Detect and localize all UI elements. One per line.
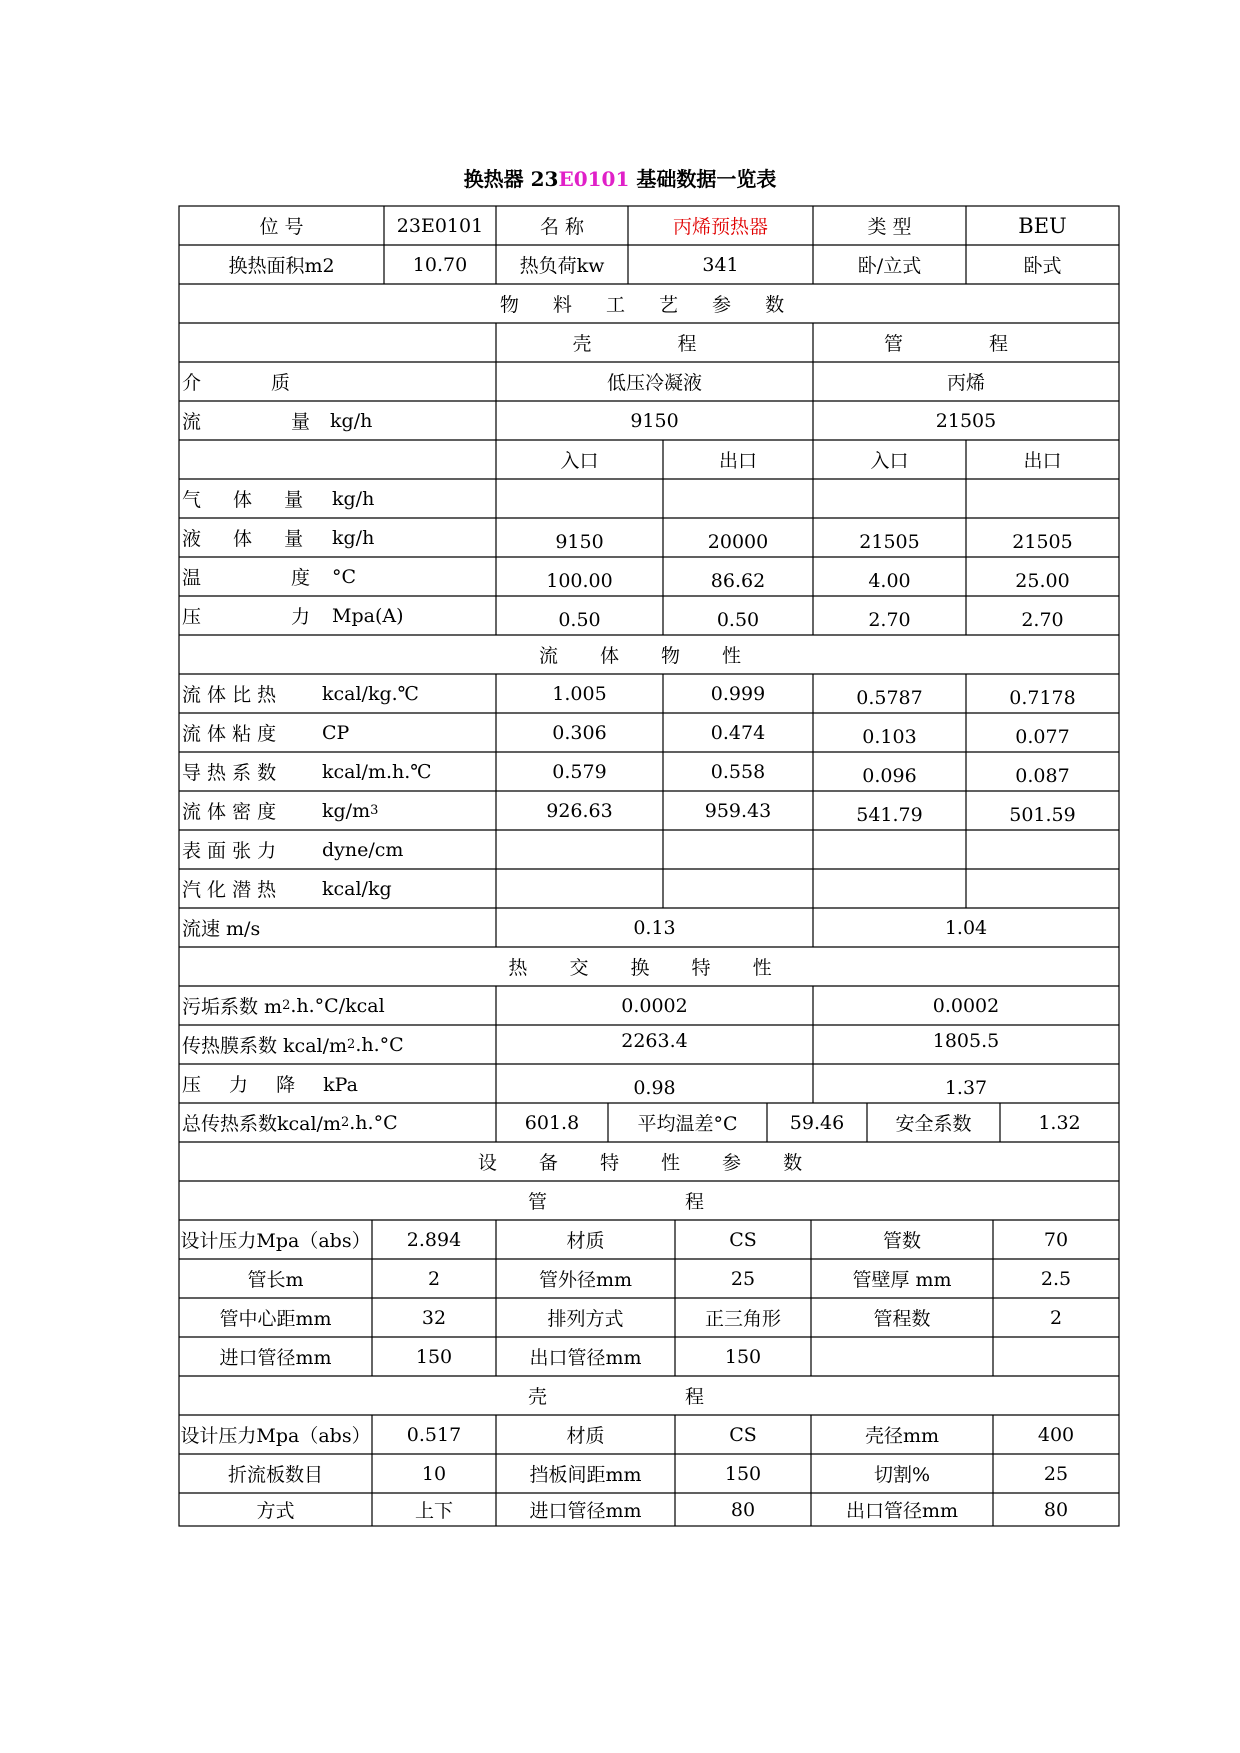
safety-factor-label: 安全系数 xyxy=(895,1113,972,1135)
table-cell: 切割% xyxy=(873,1464,931,1486)
table-cell: 400 xyxy=(1037,1423,1075,1446)
orient-label: 卧/立式 xyxy=(857,255,922,277)
film-coefficient-label: 传热膜系数 kcal/m 2 .h.°C xyxy=(182,1033,404,1057)
table-cell: 0.517 xyxy=(406,1423,462,1446)
liquid-flow-label: 液 体 量 kg/h xyxy=(182,526,375,550)
type-value: BEU xyxy=(1018,213,1067,238)
pressure-drop-shell: 0.98 xyxy=(633,1076,676,1099)
specific-heat-label: 流 体 比 热 kcal/kg.℃ xyxy=(182,682,419,706)
velocity-tube: 1.04 xyxy=(944,916,988,939)
safety-factor-value: 1.32 xyxy=(1038,1111,1081,1134)
table-cell: 70 xyxy=(1043,1228,1069,1251)
table-cell: 0.50 xyxy=(716,608,760,631)
table-cell: 1.005 xyxy=(552,682,607,705)
film-shell: 2263.4 xyxy=(621,1029,688,1052)
duty-label: 热负荷kw xyxy=(519,255,605,277)
table-cell: 材质 xyxy=(566,1230,605,1252)
table-cell: 0.103 xyxy=(862,725,917,748)
props-section-title: 流 体 物 性 xyxy=(538,645,760,667)
table-cell: 折流板数目 xyxy=(227,1464,323,1486)
temperature-label: 温 度 °C xyxy=(182,565,357,589)
table-cell: 壳径mm xyxy=(864,1425,940,1447)
table-cell: 管数 xyxy=(882,1230,921,1252)
medium-label: 介 质 xyxy=(182,372,291,394)
table-cell: 方式 xyxy=(256,1500,295,1522)
equipment-section-title: 设 备 特 性 参 数 xyxy=(477,1152,821,1174)
table-cell: 设计压力Mpa（abs） xyxy=(180,1425,371,1447)
table-cell: 501.59 xyxy=(1009,803,1076,826)
table-cell: 进口管径mm xyxy=(529,1500,642,1522)
table-cell: 150 xyxy=(724,1462,762,1485)
table-cell: 25 xyxy=(1043,1462,1069,1485)
latent-heat-label: 汽 化 潜 热 kcal/kg xyxy=(182,877,392,901)
heat-section-title: 热 交 换 特 性 xyxy=(508,957,790,979)
table-cell: 2 xyxy=(427,1267,441,1290)
table-cell xyxy=(993,1337,1119,1376)
table-cell: 4.00 xyxy=(868,569,911,592)
table-cell: 541.79 xyxy=(856,803,923,826)
table-cell: 926.63 xyxy=(546,799,613,822)
table-cell: 挡板间距mm xyxy=(529,1464,642,1486)
table-cell: 2.894 xyxy=(406,1228,462,1251)
pressure-label: 压 力 Mpa(A) xyxy=(182,604,404,628)
table-cell: 0.087 xyxy=(1015,764,1070,787)
fouling-shell: 0.0002 xyxy=(621,994,688,1017)
table-cell: CS xyxy=(729,1423,757,1446)
table-cell: 86.62 xyxy=(710,569,766,592)
table-cell xyxy=(663,479,813,518)
velocity-label: 流速 m/s xyxy=(182,918,261,940)
orient-value: 卧式 xyxy=(1023,255,1062,277)
type-label: 类 型 xyxy=(867,216,912,238)
tube-side-header: 管 程 xyxy=(883,333,1049,355)
table-cell: 管壁厚 mm xyxy=(852,1269,952,1291)
table-cell: 设计压力Mpa（abs） xyxy=(180,1230,371,1252)
table-cell: 0.096 xyxy=(862,764,917,787)
viscosity-label: 流 体 粘 度 CP xyxy=(182,721,350,745)
table-cell: 32 xyxy=(421,1306,447,1329)
name-value: 丙烯预热器 xyxy=(672,216,768,238)
table-cell: 0.306 xyxy=(552,721,607,744)
process-section-title: 物 料 工 艺 参 数 xyxy=(499,294,799,316)
tube-section-title: 管 程 xyxy=(527,1191,771,1213)
name-label: 名 称 xyxy=(539,216,585,238)
table-cell: 材质 xyxy=(566,1425,605,1447)
area-label: 换热面积m2 xyxy=(228,255,335,277)
tag-label: 位 号 xyxy=(259,216,304,238)
fouling-tube: 0.0002 xyxy=(932,994,1000,1017)
table-cell: 进口管径mm xyxy=(219,1347,332,1369)
table-cell: 排列方式 xyxy=(547,1308,624,1330)
flow-label: 流 量 kg/h xyxy=(182,409,373,433)
shell-outlet-header: 出口 xyxy=(718,450,757,472)
velocity-shell: 0.13 xyxy=(633,916,676,939)
table-cell: 0.7178 xyxy=(1009,686,1076,709)
duty-value: 341 xyxy=(702,253,739,276)
table-cell: 0.077 xyxy=(1015,725,1070,748)
medium-shell: 低压冷凝液 xyxy=(606,372,702,394)
table-cell: 150 xyxy=(724,1345,762,1368)
flow-shell: 9150 xyxy=(630,409,679,432)
tube-inlet-header: 入口 xyxy=(870,450,909,472)
flow-tube: 21505 xyxy=(935,409,997,432)
table-cell: 80 xyxy=(730,1498,756,1521)
table-cell: 出口管径mm xyxy=(529,1347,642,1369)
table-cell: 上下 xyxy=(414,1500,453,1522)
table-cell: 25.00 xyxy=(1015,569,1070,592)
table-cell: 出口管径mm xyxy=(845,1500,959,1522)
table-cell: 150 xyxy=(415,1345,453,1368)
medium-tube: 丙烯 xyxy=(946,372,985,394)
tag-value: 23E0101 xyxy=(396,214,484,237)
table-cell: 10 xyxy=(421,1462,447,1485)
table-cell: 20000 xyxy=(707,530,769,553)
surface-tension-label: 表 面 张 力 dyne/cm xyxy=(182,838,404,862)
table-cell: 9150 xyxy=(555,530,604,553)
shell-section-title: 壳 程 xyxy=(527,1386,771,1408)
table-cell: 2 xyxy=(1049,1306,1063,1329)
table-cell: 0.999 xyxy=(710,682,766,705)
table-cell: 管中心距mm xyxy=(219,1308,332,1330)
lmtd-label: 平均温差°C xyxy=(637,1113,738,1135)
table-cell: 100.00 xyxy=(546,569,613,592)
table-cell: 80 xyxy=(1043,1498,1069,1521)
pressure-drop-tube: 1.37 xyxy=(944,1076,988,1099)
density-label: 流 体 密 度 kg/m 3 xyxy=(182,799,379,823)
table-cell: 2.70 xyxy=(1021,608,1064,631)
page-title: 换热器 23E0101 基础数据一览表 xyxy=(463,167,777,191)
table-cell: CS xyxy=(729,1228,757,1251)
table-cell xyxy=(966,479,1119,518)
lmtd-value: 59.46 xyxy=(789,1111,845,1134)
table-cell: 0.50 xyxy=(558,608,601,631)
gas-flow-label: 气 体 量 kg/h xyxy=(182,487,375,511)
pressure-drop-label: 压 力 降 kPa xyxy=(182,1074,358,1096)
film-tube: 1805.5 xyxy=(932,1029,1000,1052)
table-cell: 959.43 xyxy=(704,799,772,822)
fouling-label: 污垢系数 m 2 .h.°C/kcal xyxy=(182,994,385,1018)
shell-side-header: 壳 程 xyxy=(572,333,737,355)
table-cell xyxy=(496,479,663,518)
overall-coefficient-value: 601.8 xyxy=(524,1111,580,1134)
conductivity-label: 导 热 系 数 kcal/m.h.℃ xyxy=(182,760,432,784)
table-cell: 0.5787 xyxy=(856,686,923,709)
area-value: 10.70 xyxy=(412,253,468,276)
table-cell: 0.558 xyxy=(710,760,766,783)
table-cell: 21505 xyxy=(859,530,920,553)
table-cell: 管程数 xyxy=(873,1308,931,1330)
table-cell: 管长m xyxy=(247,1269,304,1291)
table-cell: 2.5 xyxy=(1040,1267,1072,1290)
table-cell: 0.579 xyxy=(552,760,607,783)
table-cell xyxy=(811,1337,993,1376)
tube-outlet-header: 出口 xyxy=(1023,450,1062,472)
table-cell: 正三角形 xyxy=(704,1308,781,1330)
table-cell: 21505 xyxy=(1012,530,1073,553)
overall-coefficient-label: 总传热系数kcal/m 2 .h.°C xyxy=(182,1111,398,1135)
table-cell: 2.70 xyxy=(868,608,911,631)
table-cell: 管外径mm xyxy=(538,1269,633,1291)
table-cell: 25 xyxy=(730,1267,756,1290)
shell-inlet-header: 入口 xyxy=(560,450,599,472)
table-cell: 0.474 xyxy=(710,721,766,744)
table-cell xyxy=(813,479,966,518)
